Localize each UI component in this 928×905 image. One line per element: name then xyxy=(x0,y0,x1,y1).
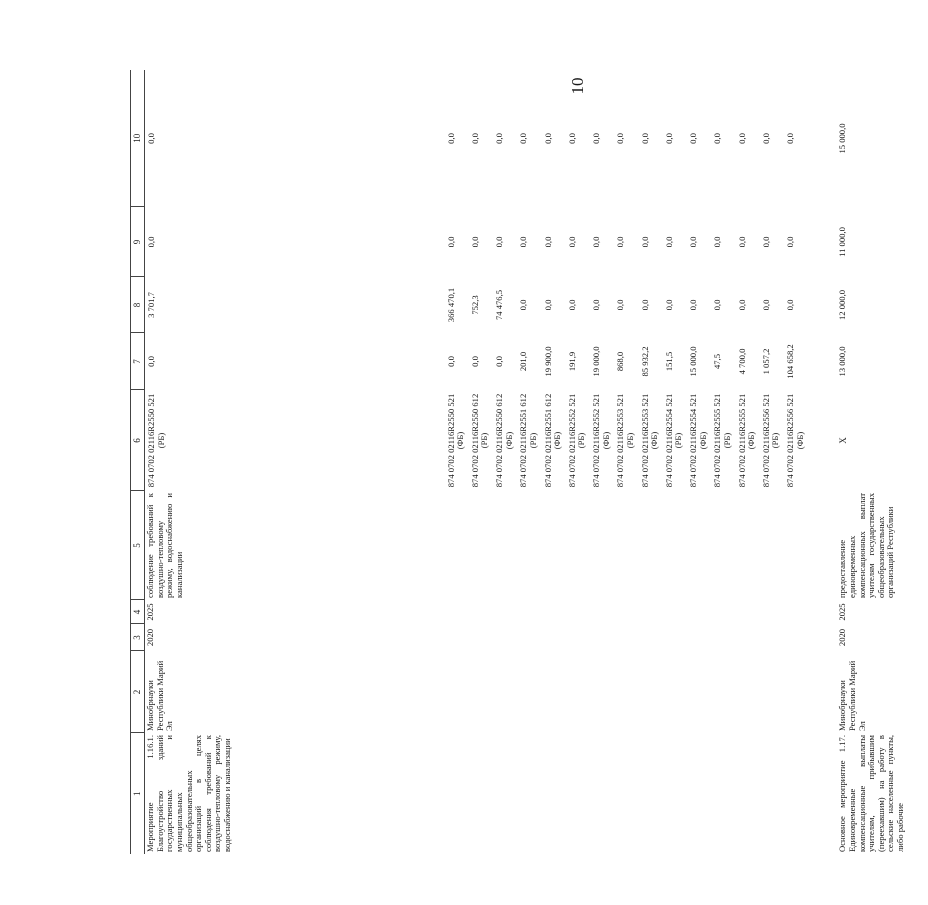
value-cell: 0,0 xyxy=(518,133,529,144)
budget-code-cell: 874 0702 02116R2552 521 (РБ) xyxy=(566,393,587,488)
value-cell: 0,0 xyxy=(146,133,156,144)
value-cell: 0,0 xyxy=(688,133,698,144)
value-cell: 4 700,0 xyxy=(736,348,747,375)
value-cell: 0,0 xyxy=(688,236,698,248)
value-cell: 151,5 xyxy=(663,351,674,372)
value-cell: 0,0 xyxy=(736,133,747,144)
value-cell: 19 000,0 xyxy=(591,346,601,377)
value-cell: 0,0 xyxy=(688,299,698,311)
value-cell: 0,0 xyxy=(663,299,674,311)
value-cell: 0,0 xyxy=(712,299,723,311)
table-row xyxy=(145,70,445,854)
column-header: 7 xyxy=(131,333,145,390)
value-cell: 0,0 xyxy=(639,236,650,248)
end-year-cell: 2025 xyxy=(145,603,155,621)
value-cell: 0,0 xyxy=(663,236,674,248)
value-cell: 0,0 xyxy=(445,356,456,367)
value-cell: 0,0 xyxy=(566,236,577,248)
value-cell: 0,0 xyxy=(639,299,650,311)
budget-code-cell: 874 0702 02116R2556 521 (РБ) xyxy=(760,393,781,488)
value-cell: 0,0 xyxy=(615,299,626,311)
value-cell: 0,0 xyxy=(736,299,747,311)
value-cell: 0,0 xyxy=(760,236,771,248)
budget-code-cell: 874 0702 02116R2555 521 (ФБ) xyxy=(736,393,757,488)
column-header: 4 xyxy=(131,600,145,624)
value-cell: 19 900,0 xyxy=(542,346,553,377)
value-cell: 868,0 xyxy=(615,351,626,372)
budget-code-cell: 874 0702 02116R2555 521 (РБ) xyxy=(712,393,732,488)
value-cell: 0,0 xyxy=(146,236,156,248)
value-cell: 0,0 xyxy=(542,299,553,311)
value-cell: 11 000,0 xyxy=(837,227,848,257)
value-cell: 0,0 xyxy=(469,356,480,367)
value-cell: 0,0 xyxy=(518,299,529,311)
program-table xyxy=(130,70,928,854)
value-cell: 13 000,0 xyxy=(837,346,848,377)
end-year-cell: 2025 xyxy=(837,603,848,621)
value-cell: 0,0 xyxy=(712,236,723,248)
value-cell: 0,0 xyxy=(591,236,601,248)
value-cell: 0,0 xyxy=(542,133,553,144)
budget-code-cell: 874 0702 02116R2552 521 (ФБ) xyxy=(591,393,611,488)
column-header: 1 xyxy=(131,733,145,854)
budget-code-cell: 874 0702 02116R2554 521 (РБ) xyxy=(663,393,684,488)
value-cell: 104 658,2 xyxy=(785,344,795,379)
value-cell: 0,0 xyxy=(566,133,577,144)
value-cell: 0,0 xyxy=(146,356,156,367)
value-cell: 0,0 xyxy=(639,133,650,144)
value-cell: 0,0 xyxy=(785,236,795,248)
budget-code-cell: 874 0702 02116R2556 521 (ФБ) xyxy=(785,393,805,488)
budget-code-cell: X xyxy=(838,437,849,444)
budget-code-cell: 874 0702 02116R2550 521 (РБ) xyxy=(146,393,166,488)
value-cell: 0,0 xyxy=(615,133,626,144)
value-cell: 0,0 xyxy=(469,133,480,144)
rotated-table-frame xyxy=(130,70,905,854)
column-header: 10 xyxy=(131,70,145,207)
value-cell: 0,0 xyxy=(469,236,480,248)
value-cell: 201,0 xyxy=(518,351,529,372)
value-cell: 0,0 xyxy=(494,236,504,248)
value-cell: 0,0 xyxy=(542,236,553,248)
column-header: 2 xyxy=(131,651,145,733)
value-cell: 47,5 xyxy=(712,353,723,370)
value-cell: 0,0 xyxy=(518,236,529,248)
start-year-cell: 2020 xyxy=(837,628,848,647)
value-cell: 12 000,0 xyxy=(837,289,848,321)
column-header: 3 xyxy=(131,624,145,651)
table-body xyxy=(145,70,928,854)
budget-code-cell: 874 0702 02116R2553 521 (РБ) xyxy=(615,393,635,488)
column-header: 8 xyxy=(131,277,145,333)
page-number: 10 xyxy=(568,77,587,95)
expected-result-cell: соблюдение требований к воздушно-тепловому режиму, водоснабжению и канализации xyxy=(145,493,184,598)
value-cell: 0,0 xyxy=(712,133,723,144)
expected-result-cell: предоставление единовременных компенсационных выплат учителям государственных общеобразовательных организаций Республики xyxy=(837,493,896,598)
budget-code-cell: 874 0702 02116R2554 521 (ФБ) xyxy=(688,393,708,488)
activity-name-cell: Мероприятие 1.16.1. Благоустройство зданий государственных и муниципальных общеобразовательных организаций в целях соблюдения требований к воздушно-тепловому режиму, водоснабжению и канализации xyxy=(145,735,232,852)
column-header: 9 xyxy=(131,207,145,277)
value-cell: 85 932,2 xyxy=(639,346,650,377)
value-cell: 0,0 xyxy=(663,133,674,144)
value-cell: 0,0 xyxy=(591,133,601,144)
budget-code-cell: 874 0702 02116R2551 612 (РБ) xyxy=(518,393,538,488)
activity-name-cell: Основное мероприятие 1.17. Единовременные компенсационные выплаты учителям, прибывшим (переехавшим) на работу в сельские населенные пункты, либо рабочие xyxy=(837,735,905,852)
value-cell: 1 057,2 xyxy=(760,348,771,375)
value-cell: 0,0 xyxy=(736,236,747,248)
budget-code-cell: 874 0702 02116R2553 521 (ФБ) xyxy=(639,393,660,488)
budget-code-cell: 874 0702 02116R2550 612 (ФБ) xyxy=(494,393,514,488)
value-cell: 0,0 xyxy=(760,299,771,311)
value-cell: 74 476,5 xyxy=(494,289,504,321)
header-row xyxy=(131,70,145,854)
value-cell: 0,0 xyxy=(615,236,626,248)
value-cell: 752,3 xyxy=(469,295,480,315)
value-cell: 3 701,7 xyxy=(146,292,156,318)
value-cell: 0,0 xyxy=(785,133,795,144)
value-cell: 0,0 xyxy=(591,299,601,311)
column-header: 6 xyxy=(131,390,145,491)
value-cell: 0,0 xyxy=(445,133,456,144)
start-year-cell: 2020 xyxy=(145,628,155,647)
table-row xyxy=(808,70,928,854)
executor-cell: Минобрнауки Республики Марий Эл xyxy=(145,660,175,731)
value-cell: 15 000,0 xyxy=(688,346,698,377)
budget-code-cell: 874 0702 02116R2550 612 (РБ) xyxy=(469,393,490,488)
value-cell: 0,0 xyxy=(760,133,771,144)
column-header: 5 xyxy=(131,491,145,600)
value-cell: 0,0 xyxy=(494,356,504,367)
budget-code-cell: 874 0702 02116R2551 612 (ФБ) xyxy=(542,393,563,488)
value-cell: 191,9 xyxy=(566,351,577,372)
executor-cell: Минобрнауки Республики Марий Эл xyxy=(837,660,867,731)
value-cell: 0,0 xyxy=(445,236,456,248)
value-cell: 15 000,0 xyxy=(837,123,848,154)
value-cell: 366 470,1 xyxy=(445,287,456,323)
budget-code-cell: 874 0702 02116R2550 521 (ФБ) xyxy=(445,393,466,488)
value-cell: 0,0 xyxy=(785,299,795,311)
value-cell: 0,0 xyxy=(494,133,504,144)
value-cell: 0,0 xyxy=(566,299,577,311)
